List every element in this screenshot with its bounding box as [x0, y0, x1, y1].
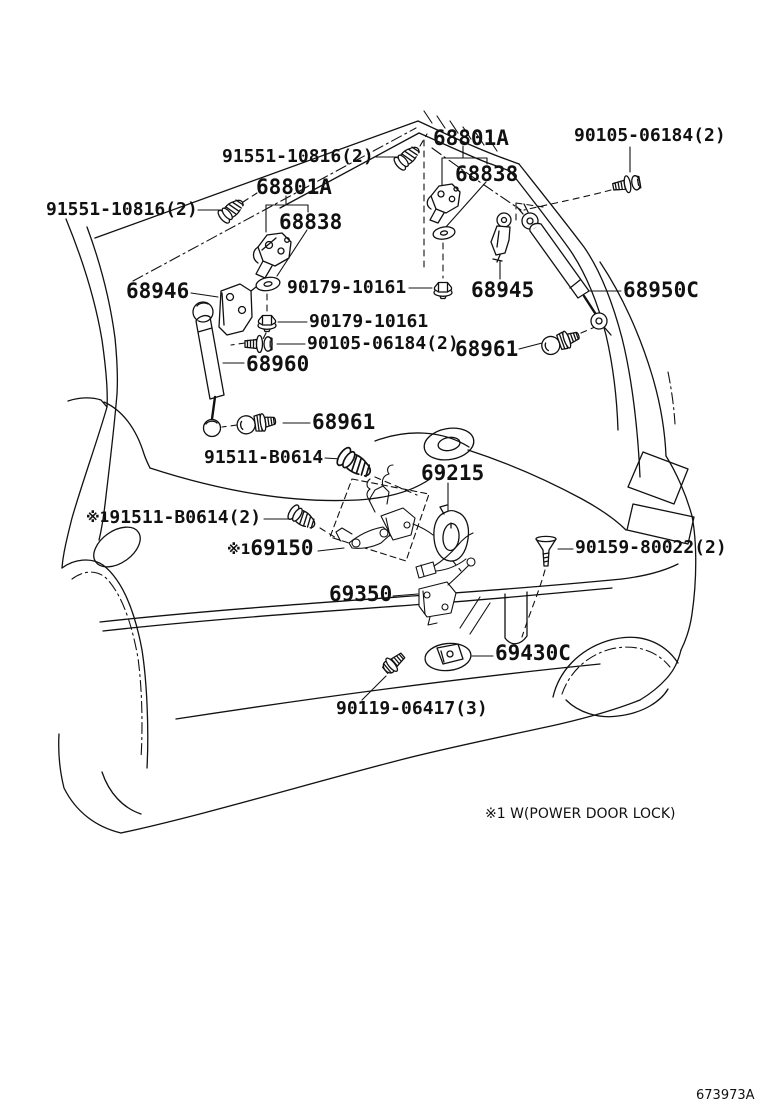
screw-91511-upper-drawing [335, 446, 375, 482]
screw-91551-left-drawing [216, 196, 247, 225]
footnote-power-door-lock: ※1 W(POWER DOOR LOCK) [485, 806, 676, 822]
part-label-90179-10161-upper: 90179-10161 [287, 277, 407, 298]
footnote-marker: ※1 [227, 542, 251, 558]
part-label-69215: 69215 [421, 461, 485, 485]
part-label-68960: 68960 [246, 352, 310, 376]
screw-90159-drawing [536, 536, 556, 566]
part-label-91511-B0614-2 [86, 509, 261, 527]
part-label-91551-10816-left: 91551-10816(2) [46, 199, 198, 220]
part-label-68961-right: 68961 [455, 337, 519, 361]
bolt-90105-right-drawing [612, 174, 642, 195]
part-label-91551-10816-top: 91551-10816(2) [222, 146, 374, 167]
strut-bracket-68946-drawing [219, 284, 252, 335]
part-label-90179-10161-lower: 90179-10161 [309, 311, 429, 332]
part-label-69150 [227, 538, 314, 559]
part-label-68801A-right: 68801A [433, 126, 509, 150]
footnote-marker: ※1 [86, 510, 110, 526]
part-label-68838-right: 68838 [455, 162, 519, 186]
part-label-69350: 69350 [329, 582, 393, 606]
part-number-text: 69150 [250, 536, 314, 560]
part-label-68950C: 68950C [623, 278, 699, 302]
cover-69430C-drawing [424, 641, 473, 673]
part-drawings [193, 143, 641, 677]
part-number-text: 91511-B0614(2) [109, 507, 262, 528]
hinge-pad-left-drawing [251, 276, 281, 293]
diagram-code: 673973A [696, 1088, 755, 1103]
part-label-68945: 68945 [471, 278, 535, 302]
part-label-90105-06184-left: 90105-06184(2) [307, 333, 459, 354]
nut-90179-left-drawing [258, 316, 276, 332]
ballstud-68961-left-drawing [236, 412, 277, 435]
part-label-68838-left: 68838 [279, 210, 343, 234]
ballstud-68961-right-drawing [539, 327, 581, 357]
part-label-68961-left: 68961 [312, 410, 376, 434]
screw-91551-top-drawing [392, 143, 423, 172]
part-label-69430C: 69430C [495, 641, 571, 665]
part-label-91511-B0614: 91511-B0614 [204, 447, 324, 468]
bolt-90119-drawing [380, 649, 408, 676]
part-label-68801A-left: 68801A [256, 175, 332, 199]
lock-control-69150-drawing [336, 465, 433, 548]
part-label-90105-06184-right: 90105-06184(2) [574, 125, 726, 146]
part-label-68946: 68946 [126, 279, 190, 303]
stay-68945-drawing [491, 213, 511, 262]
bolt-90105-left-drawing [245, 336, 272, 353]
part-label-90159-80022: 90159-80022(2) [575, 537, 727, 558]
part-label-90119-06417: 90119-06417(3) [336, 698, 488, 719]
nut-90179-right-drawing [434, 283, 452, 299]
screw-91511-lower-drawing [286, 503, 319, 532]
hidden-dashdot-lines [72, 128, 675, 758]
hinge-pad-right-drawing [432, 225, 456, 241]
